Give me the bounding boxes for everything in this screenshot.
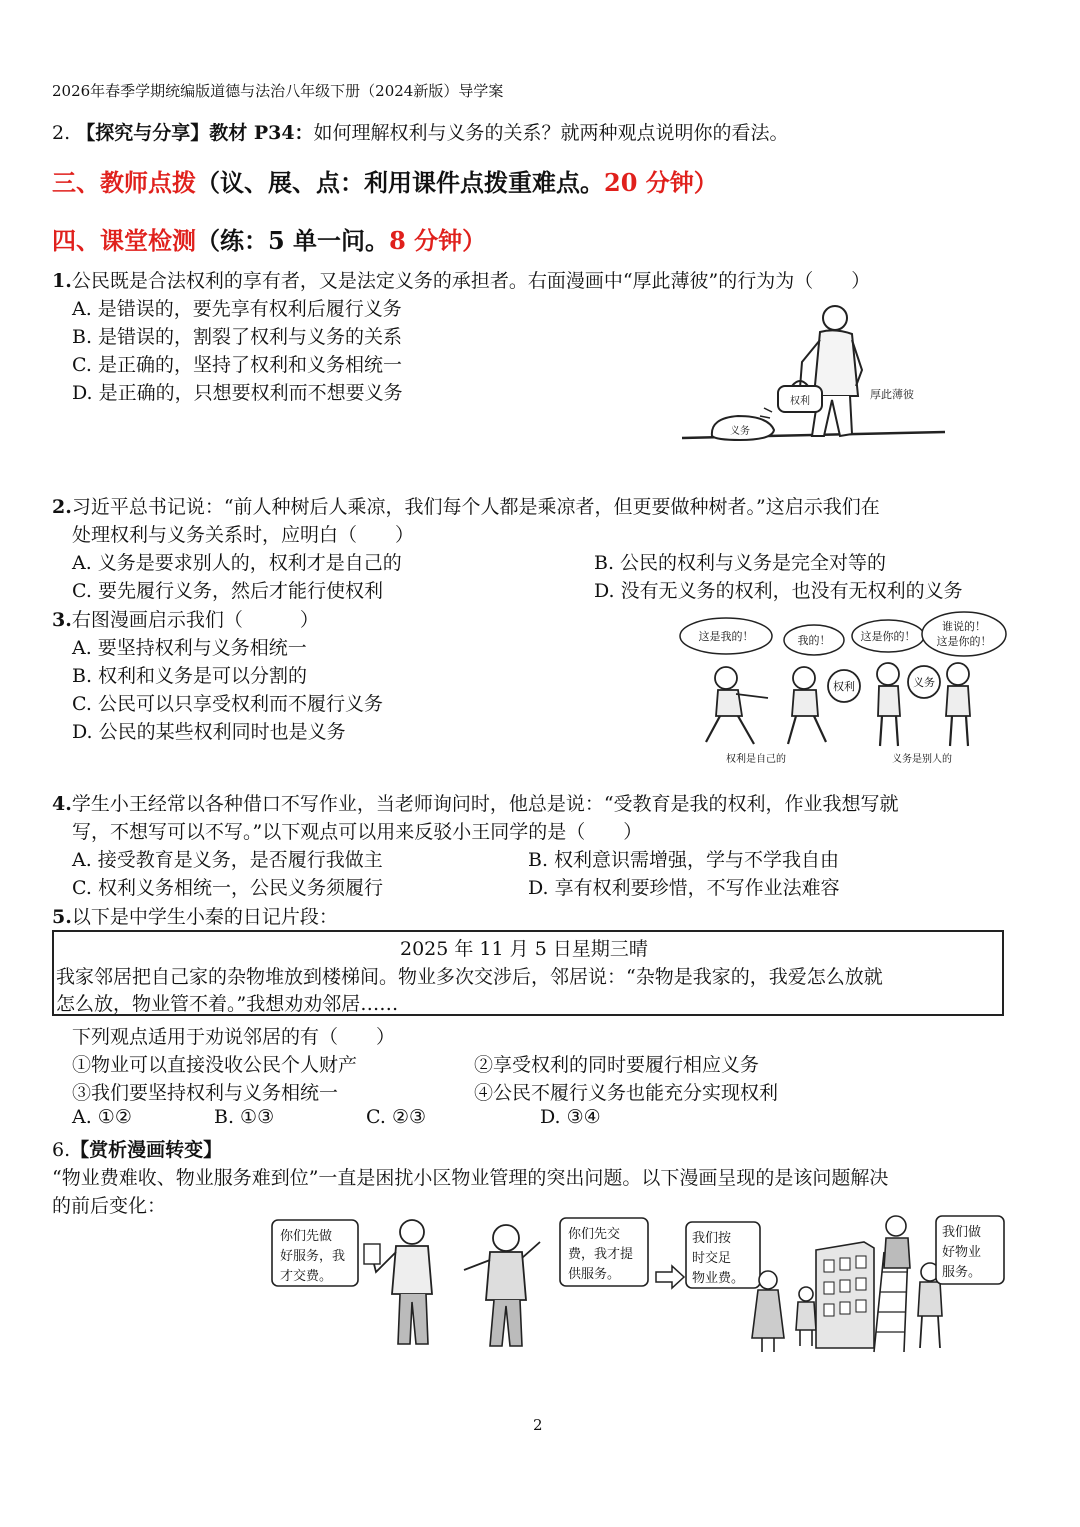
page-number: 2	[533, 1416, 543, 1434]
section-3-tail: 20 分钟）	[604, 168, 718, 197]
q4-option-c: C. 权利义务相统一，公民义务须履行	[72, 877, 383, 899]
q6-bubble-1-line-1: 你们先做	[280, 1229, 333, 1244]
q2-stem-line-2: 处理权利与义务关系时，应明白（ ）	[72, 524, 415, 546]
q6-bubble-2-line-2: 费，我才提	[568, 1247, 634, 1262]
q5-item-3: ③我们要坚持权利与义务相统一	[72, 1082, 339, 1104]
q3-bubble-4b: 这是你的！	[936, 635, 992, 648]
q3-bubble-1: 这是我的！	[698, 630, 754, 643]
q6-bubble-4-line-3: 服务。	[942, 1265, 982, 1280]
q1-cartoon-caption: 厚此薄彼	[870, 388, 914, 401]
explore-text: 如何理解权利与义务的关系？就两种观点说明你的看法。	[313, 122, 789, 144]
page-header: 2026年春季学期统编版道德与法治八年级下册（2024新版）导学案	[52, 82, 504, 100]
section-3-lead: 三、教师点拨	[52, 168, 196, 197]
q1-stem: 1.公民既是合法权利的享有者，又是法定义务的承担者。右面漫画中“厚此薄彼”的行为为（ ）	[52, 270, 871, 292]
section-4-tail: 8 分钟）	[389, 226, 487, 255]
q6-bubble-4-line-2: 好物业	[942, 1245, 982, 1260]
explore-share-line	[52, 118, 789, 145]
explore-num: 2.	[52, 122, 71, 144]
q3-option-c: C. 公民可以只享受权利而不履行义务	[72, 693, 383, 715]
q6-text-line-1: “物业费难收、物业服务难到位”一直是困扰小区物业管理的突出问题。以下漫画呈现的是该问题解决	[52, 1167, 889, 1189]
q1-bag-duty-label: 义务	[730, 426, 750, 437]
q3-cartoon	[676, 612, 1012, 768]
q1-option-a: A. 是错误的，要先享有权利后履行义务	[72, 298, 402, 320]
q5-choice-c: C. ②③	[366, 1106, 427, 1128]
q5-item-2: ②享受权利的同时要履行相应义务	[474, 1054, 760, 1076]
q6-bubble-3-line-3: 物业费。	[692, 1271, 745, 1286]
q2-option-b: B. 公民的权利与义务是完全对等的	[594, 552, 887, 574]
q3-bubble-4a: 谁说的！	[942, 620, 986, 633]
q4-stem-line-1: 4.学生小王经常以各种借口不写作业，当老师询问时，他总是说：“受教育是我的权利，作业我想写就	[52, 793, 899, 815]
q1-bag-rights-label: 权利	[790, 396, 810, 407]
q6-transition-arrow-icon	[656, 1266, 684, 1288]
q3-caption-2: 义务是别人的	[892, 754, 952, 765]
q6-bubble-2-line-1: 你们先交	[568, 1227, 621, 1242]
q1-option-c: C. 是正确的，坚持了权利和义务相统一	[72, 354, 402, 376]
q3-ball-duty: 义务	[913, 676, 935, 689]
q6-cartoon-strip	[268, 1212, 1008, 1360]
q5-choice-d: D. ③④	[540, 1106, 601, 1128]
q3-option-d: D. 公民的某些权利同时也是义务	[72, 721, 346, 743]
q2-option-a: A. 义务是要求别人的，权利才是自己的	[72, 552, 402, 574]
section-3-heading	[52, 163, 718, 198]
q4-option-b: B. 权利意识需增强，学与不学我自由	[528, 849, 840, 871]
q3-option-b: B. 权利和义务是可以分割的	[72, 665, 308, 687]
q1-option-d: D. 是正确的，只想要权利而不想要义务	[72, 382, 403, 404]
q4-option-a: A. 接受教育是义务，是否履行我做主	[72, 849, 383, 871]
q6-bubble-4-line-1: 我们做	[942, 1225, 982, 1240]
q6-bubble-3-line-1: 我们按	[692, 1231, 732, 1246]
q3-caption-1: 权利是自己的	[726, 754, 786, 765]
q5-item-1: ①物业可以直接没收公民个人财产	[72, 1054, 358, 1076]
q5-choice-b: B. ①③	[214, 1106, 275, 1128]
section-4-lead: 四、课堂检测	[52, 226, 196, 255]
q6-bubble-1-line-2: 好服务，我	[280, 1249, 346, 1264]
q5-diary-date: 2025 年 11 月 5 日星期三晴	[400, 938, 648, 960]
q5-stem: 5.以下是中学生小秦的日记片段：	[52, 906, 338, 928]
q3-ball-rights: 权利	[833, 680, 855, 693]
q5-diary-line-2: 怎么放，物业管不着。”我想劝劝邻居……	[56, 993, 399, 1015]
q6-bubble-3-line-2: 时交足	[692, 1251, 732, 1266]
q6-heading: 6.【赏析漫画转变】	[52, 1139, 223, 1161]
q5-choice-a: A. ①②	[72, 1106, 132, 1128]
q1-option-b: B. 是错误的，割裂了权利与义务的关系	[72, 326, 403, 348]
q3-option-a: A. 要坚持权利与义务相统一	[72, 637, 307, 659]
q1-cartoon	[680, 300, 950, 452]
q5-item-4: ④公民不履行义务也能充分实现权利	[474, 1082, 779, 1104]
q6-text-line-2: 的前后变化：	[52, 1195, 167, 1217]
q4-stem-line-2: 写，不想写可以不写。”以下观点可以用来反驳小王同学的是（ ）	[72, 821, 643, 843]
q2-option-d: D. 没有无义务的权利，也没有无权利的义务	[594, 580, 963, 602]
q4-option-d: D. 享有权利要珍惜，不写作业法难容	[528, 877, 840, 899]
q3-stem: 3.右图漫画启示我们（ ）	[52, 609, 319, 631]
q6-bubble-1-line-3: 才交费。	[280, 1269, 333, 1284]
q6-bubble-2-line-3: 供服务。	[568, 1267, 621, 1282]
q5-diary-line-1: 我家邻居把自己家的杂物堆放到楼梯间。物业多次交涉后，邻居说：“杂物是我家的，我爱怎么放就	[56, 966, 883, 988]
q3-bubble-2: 我的！	[797, 634, 831, 647]
section-4-middle: （练：5 单一问。	[196, 226, 390, 255]
section-4-heading	[52, 221, 486, 256]
section-3-middle: （议、展、点：利用课件点拨重难点。	[196, 168, 604, 197]
q3-bubble-3: 这是你的！	[860, 630, 916, 643]
q2-stem-line-1: 2.习近平总书记说：“前人种树后人乘凉，我们每个人都是乘凉者，但更要做种树者。”这启示我们在	[52, 496, 880, 518]
q5-prompt: 下列观点适用于劝说邻居的有（ ）	[72, 1026, 396, 1048]
q2-option-c: C. 要先履行义务，然后才能行使权利	[72, 580, 383, 602]
explore-ref: 教材 P34：	[209, 122, 314, 144]
explore-tag: 【探究与分享】	[76, 122, 210, 144]
